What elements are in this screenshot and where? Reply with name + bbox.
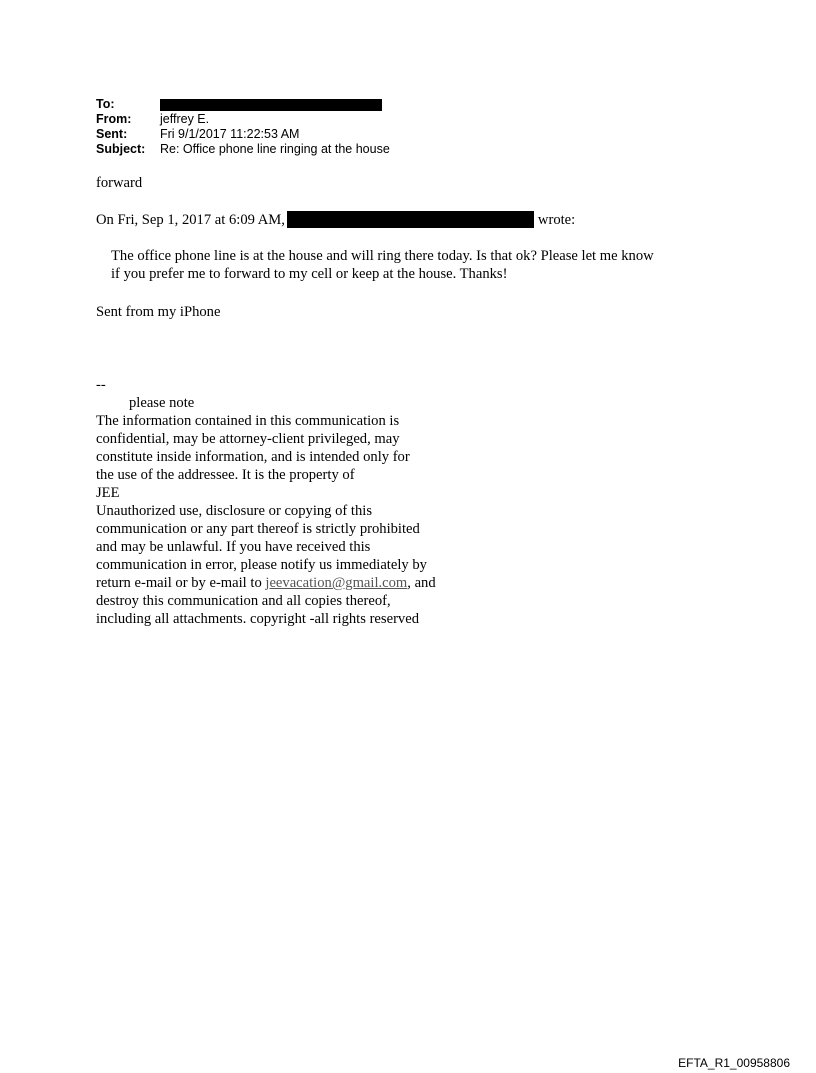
disclaimer-line: constitute inside information, and is intended only for bbox=[96, 449, 410, 465]
quote-intro bbox=[96, 211, 575, 229]
disclaimer-line: The information contained in this communication is bbox=[96, 413, 400, 429]
disclaimer-line: the use of the addressee. It is the property of bbox=[96, 467, 355, 483]
quoted-message bbox=[111, 247, 654, 283]
email-line-suffix: , and bbox=[407, 575, 436, 591]
from-row bbox=[96, 112, 390, 127]
disclaimer-line: confidential, may be attorney-client privileged, may bbox=[96, 431, 400, 447]
quoted-line: The office phone line is at the house and will ring there today. Is that ok? Please let me know bbox=[111, 248, 654, 264]
disclaimer-line: communication or any part thereof is strictly prohibited bbox=[96, 521, 420, 537]
from-label: From: bbox=[96, 112, 132, 126]
from-value: jeffrey E. bbox=[160, 112, 210, 126]
email-link[interactable]: jeevacation@gmail.com bbox=[265, 575, 408, 591]
disclaimer-line: JEE bbox=[96, 485, 120, 501]
disclaimer-line: destroy this communication and all copies thereof, bbox=[96, 593, 391, 609]
disclaimer-line: communication in error, please notify us immediately by bbox=[96, 557, 427, 573]
email-line-prefix: return e-mail or by e-mail to bbox=[96, 575, 266, 591]
sent-row bbox=[96, 127, 390, 142]
sent-label: Sent: bbox=[96, 127, 128, 141]
subject-row bbox=[96, 142, 390, 157]
to-row bbox=[96, 97, 390, 112]
quoted-line: if you prefer me to forward to my cell or keep at the house. Thanks! bbox=[111, 266, 508, 282]
redacted-sender bbox=[287, 211, 534, 228]
disclaimer-note: please note bbox=[129, 395, 195, 411]
quote-intro-prefix: On Fri, Sep 1, 2017 at 6:09 AM, bbox=[96, 212, 285, 228]
disclaimer-line: including all attachments. copyright -all rights reserved bbox=[96, 611, 419, 627]
subject-value: Re: Office phone line ringing at the house bbox=[160, 142, 390, 156]
subject-label: Subject: bbox=[96, 142, 146, 156]
redacted-recipient bbox=[160, 99, 382, 111]
reply-text: forward bbox=[96, 175, 143, 191]
disclaimer-line: Unauthorized use, disclosure or copying of this bbox=[96, 503, 373, 519]
quote-intro-suffix: wrote: bbox=[537, 212, 576, 228]
signature-separator: -- bbox=[96, 377, 106, 393]
sent-value: Fri 9/1/2017 11:22:53 AM bbox=[160, 127, 300, 141]
disclaimer-line: and may be unlawful. If you have received this bbox=[96, 539, 371, 555]
disclaimer-block bbox=[96, 376, 436, 628]
disclaimer-email-line bbox=[96, 574, 436, 592]
email-header bbox=[96, 97, 390, 157]
to-label: To: bbox=[96, 97, 115, 111]
signature: Sent from my iPhone bbox=[96, 304, 221, 320]
document-id: EFTA_R1_00958806 bbox=[678, 1056, 790, 1070]
